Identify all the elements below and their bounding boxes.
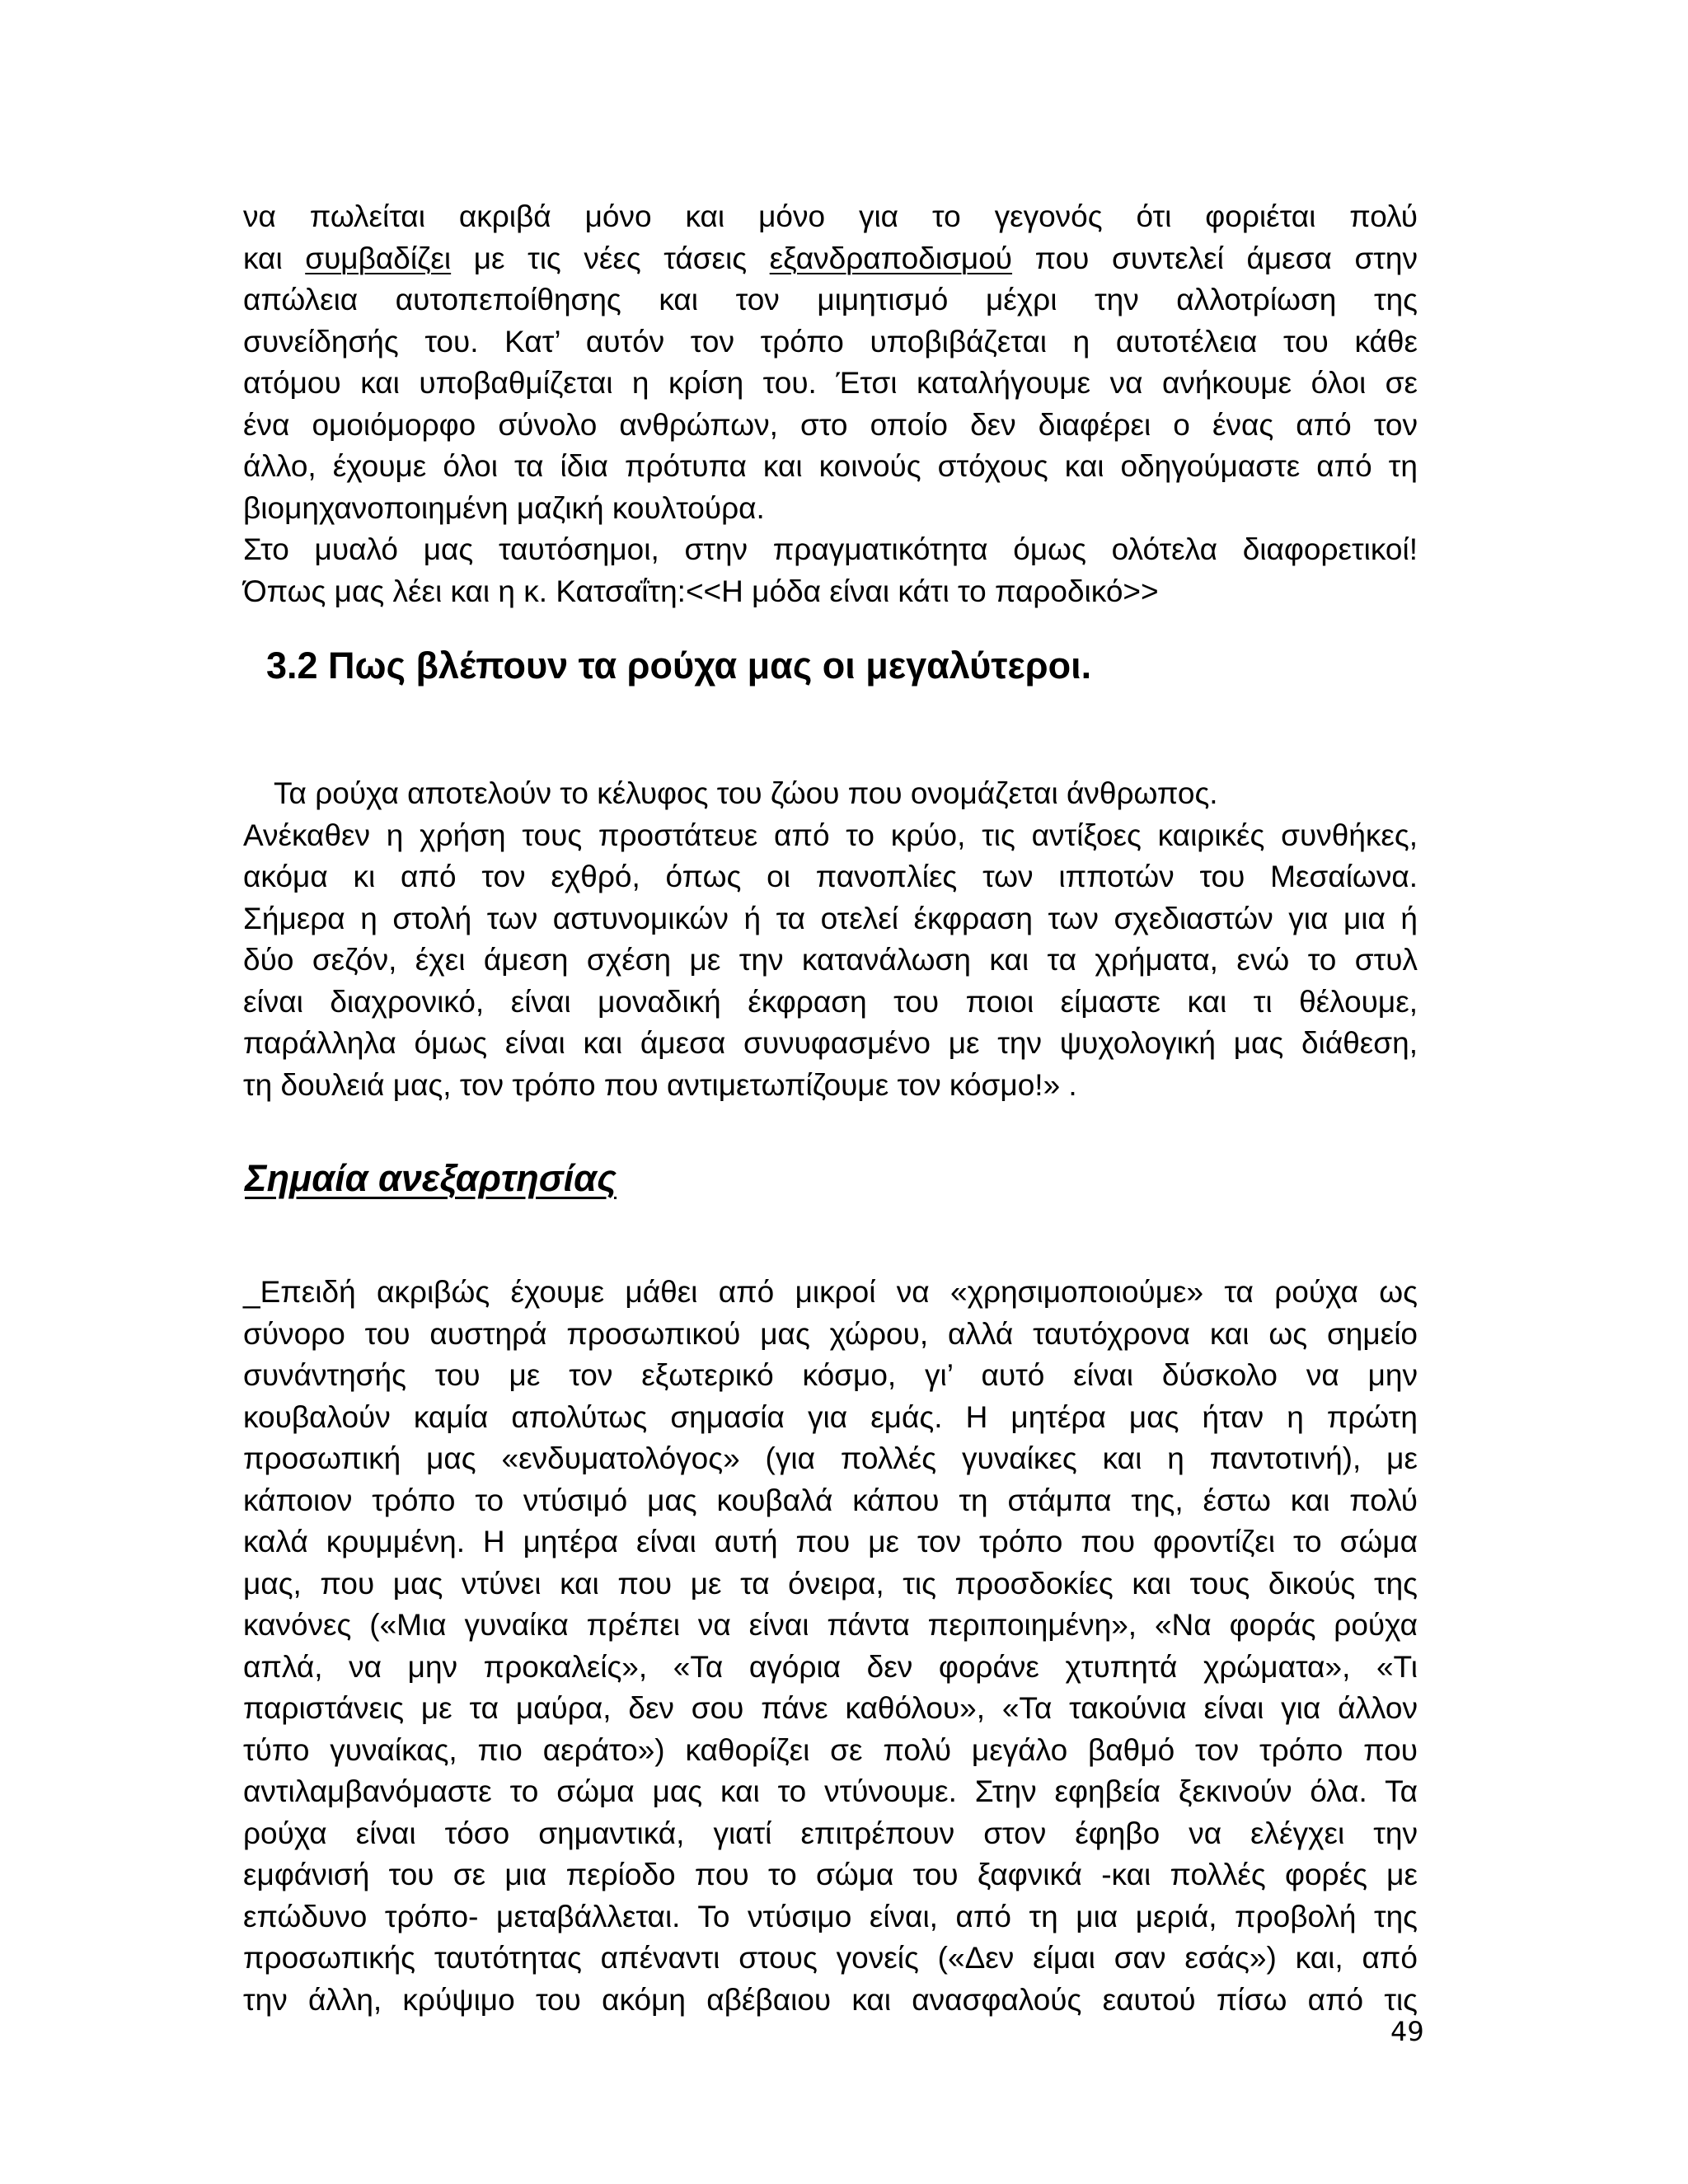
text-line: Όπως μας λέει και η κ. Κατσαΐτη:<<Η μόδα είναι κάτι το παροδικό>>	[243, 574, 1159, 608]
text-line: προσωπικής ταυτότητας απέναντι στους γονείς («Δεν είμαι σαν εσάς») και, από	[243, 1941, 1418, 1975]
text-line: Τα ρούχα αποτελούν το κέλυφος του ζώου που ονομάζεται άνθρωπος.	[274, 776, 1218, 810]
text-line: επώδυνο τρόπο- μεταβάλλεται. Το ντύσιμο είναι, από τη μια μεριά, προβολή της	[243, 1899, 1418, 1933]
text-line: να πωλείται ακριβά μόνο και μόνο για το γεγονός ότι φοριέται πολύ	[243, 199, 1418, 233]
text-line: βιομηχανοποιημένη μαζική κουλτούρα.	[243, 490, 765, 525]
text-line: Σήμερα η στολή των αστυνομικών ή τα οτελεί έκφραση των σχεδιαστών για μια ή	[243, 901, 1418, 935]
text-line: συνείδησής του. Κατ’ αυτόν τον τρόπο υποβιβάζεται η αυτοτέλεια του κάθε	[243, 324, 1418, 359]
body-paragraph-2	[243, 773, 1418, 1106]
text-line: συνάντησής του με τον εξωτερικό κόσμο, γι’ αυτό είναι δύσκολο να μην	[243, 1358, 1418, 1392]
text-line: δύο σεζόν, έχει άμεση σχέση με την κατανάλωση και τα χρήματα, ενώ το στυλ	[243, 943, 1418, 977]
text-line: Ανέκαθεν η χρήση τους προστάτευε από το κρύο, τις αντίξοες καιρικές συνθήκες,	[243, 818, 1418, 852]
text-line: ακόμα κι από τον εχθρό, όπως οι πανοπλίες των ιπποτών του Μεσαίωνα.	[243, 860, 1418, 893]
text-line: καλά κρυμμένη. Η μητέρα είναι αυτή που με τον τρόπο που φροντίζει το σώμα	[243, 1525, 1418, 1558]
text-line: κουβαλούν καμία απολύτως σημασία για εμάς. Η μητέρα μας ήταν η πρώτη	[243, 1399, 1418, 1434]
underlined-word: εξανδραποδισμού	[769, 241, 1013, 275]
body-paragraph-1	[243, 196, 1418, 612]
text-line: παράλληλα όμως είναι και άμεσα συνυφασμένο με την ψυχολογική μας διάθεση,	[243, 1026, 1418, 1060]
text-line: απλά, να μην προκαλείς», «Τα αγόρια δεν φοράνε χτυπητά χρώματα», «Τι	[243, 1649, 1418, 1684]
text-line: _Επειδή ακριβώς έχουμε μάθει από μικροί να «χρησιμοποιούμε» τα ρούχα ως	[243, 1275, 1418, 1309]
text-line: τη δουλειά μας, τον τρόπο που αντιμετωπίζουμε τον κόσμο!» .	[243, 1067, 1077, 1102]
text-line: ρούχα είναι τόσο σημαντικά, γιατί επιτρέπουν στον έφηβο να ελέγχει την	[243, 1816, 1418, 1850]
text-run: και	[243, 241, 306, 275]
text-line: παριστάνεις με τα μαύρα, δεν σου πάνε καθόλου», «Τα τακούνια είναι για άλλον	[243, 1691, 1418, 1725]
text-run: με τις νέες τάσεις	[451, 241, 770, 275]
subsection-heading: Σημαία ανεξαρτησίας	[245, 1157, 617, 1199]
underlined-word: συμβαδίζει	[305, 241, 452, 275]
text-line: εμφάνισή του σε μια περίοδο που το σώμα του ξαφνικά -και πολλές φορές με	[243, 1858, 1418, 1891]
text-line: την άλλη, κρύψιμο του ακόμη αβέβαιου και ανασφαλούς εαυτού πίσω από τις	[243, 1982, 1418, 2017]
section-heading: 3.2 Πως βλέπουν τα ρούχα μας οι μεγαλύτεροι.	[266, 644, 1092, 687]
text-line: ένα ομοιόμορφο σύνολο ανθρώπων, στο οποίο δεν διαφέρει ο ένας από τον	[243, 407, 1418, 442]
body-paragraph-3	[243, 1272, 1418, 2021]
text-line: απώλεια αυτοπεποίθησης και τον μιμητισμό μέχρι την αλλοτρίωση της	[243, 283, 1418, 316]
text-line: άλλο, έχουμε όλοι τα ίδια πρότυπα και κοινούς στόχους και οδηγούμαστε από τη	[243, 449, 1418, 483]
text-line: σύνορο του αυστηρά προσωπικού μας χώρου, αλλά ταυτόχρονα και ως σημείο	[243, 1316, 1418, 1351]
text-line: προσωπική μας «ενδυματολόγος» (για πολλές γυναίκες και η παντοτινή), με	[243, 1441, 1418, 1475]
text-line: μας, που μας ντύνει και που με τα όνειρα, τις προσδοκίες και τους δικούς της	[243, 1566, 1418, 1601]
page-number: 49	[1390, 2016, 1424, 2047]
text-line: ατόμου και υποβαθμίζεται η κρίση του. Έτσι καταλήγουμε να ανήκουμε όλοι σε	[243, 366, 1418, 400]
text-line: Στο μυαλό μας ταυτόσημοι, στην πραγματικότητα όμως ολότελα διαφορετικοί!	[243, 532, 1418, 566]
text-line: κανόνες («Μια γυναίκα πρέπει να είναι πάντα περιποιημένη», «Να φοράς ρούχα	[243, 1608, 1418, 1642]
text-line: τύπο γυναίκας, πιο αεράτο») καθορίζει σε πολύ μεγάλο βαθμό τον τρόπο που	[243, 1732, 1418, 1767]
text-run: που συντελεί άμεσα στην	[1012, 241, 1418, 275]
text-line: είναι διαχρονικό, είναι μοναδική έκφραση του ποιοι είμαστε και τι θέλουμε,	[243, 984, 1418, 1019]
text-line: κάποιον τρόπο το ντύσιμό μας κουβαλά κάπου τη στάμπα της, έστω και πολύ	[243, 1483, 1418, 1517]
text-line	[243, 238, 1418, 280]
text-line: αντιλαμβανόμαστε το σώμα μας και το ντύνουμε. Στην εφηβεία ξεκινούν όλα. Τα	[243, 1774, 1418, 1808]
